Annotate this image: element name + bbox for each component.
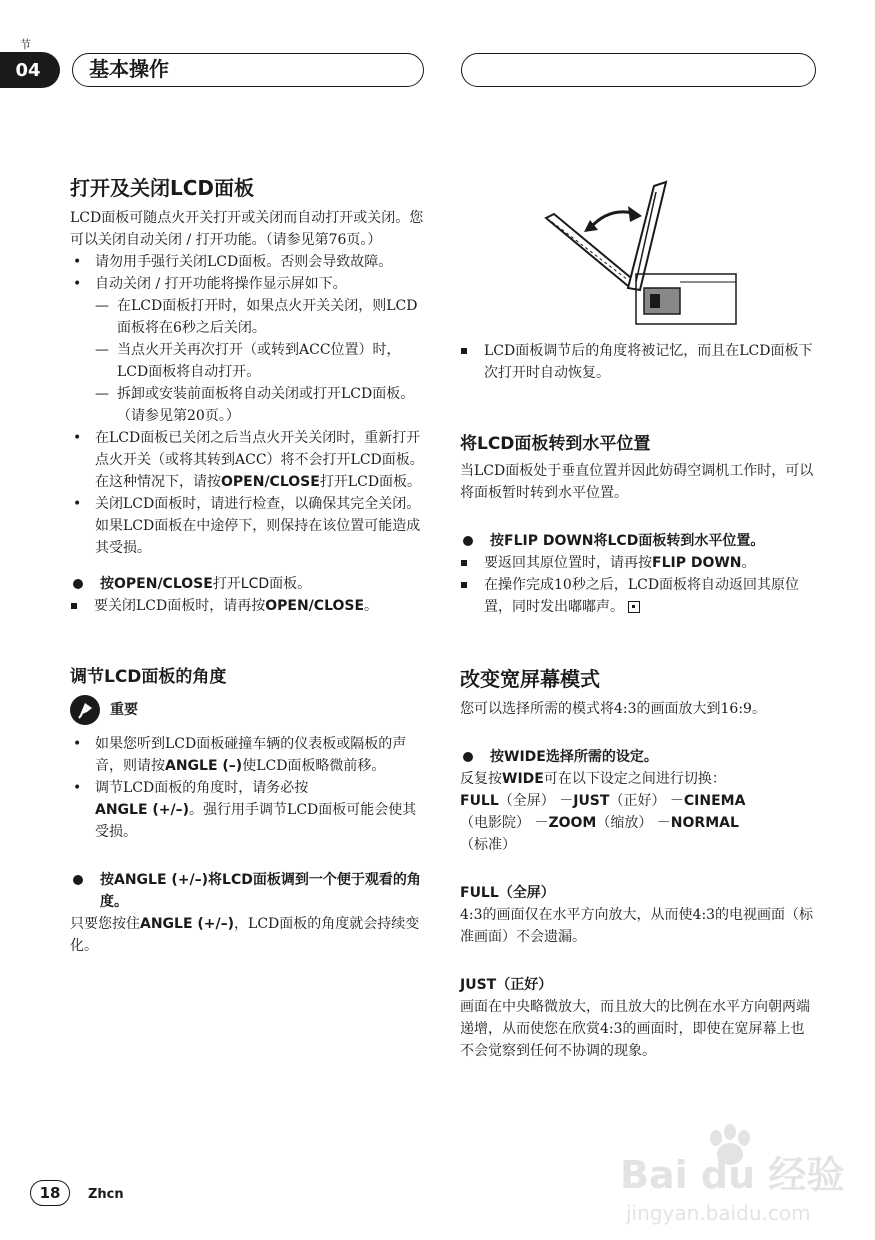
note-auto-return: [460, 574, 816, 618]
section-title: 基本操作: [72, 53, 424, 87]
step-text: 打开LCD面板。: [212, 576, 312, 592]
important-list: [70, 733, 426, 843]
heading-adjust-angle: 调节LCD面板的角度: [70, 667, 227, 687]
step-flip-down: [460, 530, 816, 552]
language-code: Zhcn: [88, 1187, 124, 1202]
heading-flip-down: 将LCD面板转到水平位置: [460, 434, 651, 454]
list-item: [70, 427, 426, 493]
mode-label: FULL: [460, 793, 499, 809]
end-mark-icon: [628, 601, 640, 613]
key-label: ANGLE (+/–): [114, 872, 209, 888]
list-item-text: 打开LCD面板。: [319, 474, 422, 490]
note-text: 。: [741, 555, 756, 571]
key-label: OPEN/CLOSE: [114, 576, 213, 592]
step-text: 按: [100, 576, 114, 592]
list-item-text: 。强行用手调节LCD面板可能会使其受损。: [95, 802, 417, 840]
step-text: 将LCD面板调到一个便于观看的角度。: [100, 872, 421, 910]
list-item-text: 关闭LCD面板时，请进行检查，以确保其完全关闭。如果LCD面板在中途停下，则保持在该位置可能造成其受损。: [95, 496, 421, 556]
note-text: 要关闭LCD面板时，请再按: [94, 598, 266, 614]
caution-list: [70, 251, 426, 559]
mode-label: JUST: [573, 793, 610, 809]
list-item-text: 调节LCD面板的角度时，请务必按: [95, 780, 309, 796]
step-wide: [460, 746, 816, 768]
list-item: [70, 493, 426, 559]
step-text: 按: [490, 749, 504, 765]
step-text: 按: [490, 533, 504, 549]
intro-flip-down: 当LCD面板处于垂直位置并因此妨碍空调机工作时，可以将面板暂时转到水平位置。: [460, 463, 814, 501]
step-text: 将LCD面板转到水平位置。: [593, 533, 765, 549]
key-label: WIDE: [502, 771, 544, 787]
mode-zh: （标准）: [460, 837, 516, 853]
just-mode-heading: JUST（正好）: [460, 977, 553, 993]
key-label: FLIP DOWN: [504, 533, 594, 549]
key-label: WIDE: [504, 749, 546, 765]
body-text: ，LCD面板的角度就会持续变化。: [70, 916, 420, 954]
body-text: 可在以下设定之间进行切换：: [543, 771, 726, 787]
header-empty-pill: [461, 53, 816, 87]
sub-list: [95, 295, 426, 427]
key-label: ANGLE (+/–): [140, 916, 235, 932]
note-close-panel: [70, 595, 426, 617]
mode-label: ZOOM: [548, 815, 597, 831]
list-item: [70, 777, 426, 843]
key-label: FLIP DOWN: [652, 555, 742, 571]
list-item: [70, 733, 426, 777]
body-text: 只要您按住: [70, 916, 140, 932]
watermark-line1: Bai du 经验: [620, 1153, 845, 1197]
right-column: [460, 340, 816, 1062]
angle-body: [70, 913, 426, 957]
step-angle: [70, 869, 426, 913]
lcd-panel-angle-illustration: [540, 178, 740, 328]
section-number-badge: 04: [0, 52, 60, 88]
sub-list-item: — 拆卸或安装前面板将自动关闭或打开LCD面板。（请参见第20页。）: [95, 383, 426, 427]
note-square-icon: [461, 560, 467, 566]
step-open-close: [70, 573, 426, 595]
mode-separator: －: [530, 815, 549, 831]
step-bullet-icon: [73, 875, 83, 885]
mode-zh: （电影院）: [460, 815, 530, 831]
left-column: [70, 175, 426, 957]
mode-zh: （全屏）: [498, 793, 555, 809]
watermark-line2: jingyan.baidu.com: [626, 1201, 811, 1225]
section-tag: 节: [20, 38, 31, 51]
step-bullet-icon: [463, 752, 473, 762]
mode-separator: －: [554, 793, 574, 809]
note-text: 在操作完成10秒之后，LCD面板将自动返回其原位置，同时发出嘟嘟声。: [484, 577, 800, 615]
list-item-text: 使LCD面板略微前移。: [242, 758, 386, 774]
mode-label: CINEMA: [683, 793, 746, 809]
important-icon: [70, 695, 100, 725]
important-label: 重要: [110, 702, 138, 718]
list-item: [70, 273, 426, 427]
step-text: 选择所需的设定。: [545, 749, 658, 765]
list-item-text: 请勿用手强行关闭LCD面板。否则会导致故障。: [95, 254, 393, 270]
key-label: ANGLE (–): [165, 758, 243, 774]
heading-open-close-lcd: 打开及关闭LCD面板: [70, 176, 255, 200]
note-memory: [460, 340, 816, 384]
note-square-icon: [461, 348, 467, 354]
sub-list-item: — 当点火开关再次打开（或转到ACC位置）时，LCD面板将自动打开。: [95, 339, 426, 383]
wide-cycle: [460, 768, 816, 856]
important-notice: [70, 695, 426, 725]
mode-label: NORMAL: [670, 815, 739, 831]
mode-separator: －: [652, 815, 671, 831]
intro-open-close: LCD面板可随点火开关打开或关闭而自动打开或关闭。您可以关闭自动关闭 / 打开功能。（请参见第76页。）: [70, 210, 424, 248]
list-item-text: 在LCD面板已关闭之后当点火开关关闭时，重新打开点火开关（或将其转到ACC）将不会打开LCD面板。在这种情况下，请按: [95, 430, 424, 490]
list-item-text: 自动关闭 / 打开功能将操作显示屏如下。: [95, 276, 347, 292]
heading-wide-mode: 改变宽屏幕模式: [460, 667, 600, 691]
full-mode-body: 4:3的画面仅在水平方向放大，从而使4:3的电视画面（标准画面）不会遗漏。: [460, 907, 814, 945]
note-text: LCD面板调节后的角度将被记忆，而且在LCD面板下次打开时自动恢复。: [484, 343, 813, 381]
step-bullet-icon: [73, 579, 83, 589]
list-item: [70, 251, 426, 273]
body-text: 反复按: [460, 771, 502, 787]
step-bullet-icon: [463, 536, 473, 546]
page-number: 18: [30, 1180, 70, 1206]
list-item-text: 如果您听到LCD面板碰撞车辆的仪表板或隔板的声音，则请按: [95, 736, 407, 774]
step-text: 按: [100, 872, 114, 888]
mode-zh: （缩放）: [596, 815, 653, 831]
baidu-watermark: [620, 1120, 850, 1230]
note-text: 要返回其原位置时，请再按: [484, 555, 652, 571]
key-label: OPEN/CLOSE: [265, 598, 365, 614]
key-label: ANGLE (+/–): [95, 802, 190, 818]
note-square-icon: [71, 603, 77, 609]
sub-list-item: — 在LCD面板打开时，如果点火开关关闭，则LCD面板将在6秒之后关闭。: [95, 295, 426, 339]
note-return: [460, 552, 816, 574]
full-mode-heading: FULL（全屏）: [460, 885, 555, 901]
note-square-icon: [461, 582, 467, 588]
just-mode-body: 画面在中央略微放大，而且放大的比例在水平方向朝两端递增，从而使您在欣赏4:3的画面时，即使在宽屏幕上也不会觉察到任何不协调的现象。: [460, 999, 810, 1059]
note-text: 。: [364, 598, 379, 614]
intro-wide-mode: 您可以选择所需的模式将4:3的画面放大到16:9。: [460, 701, 766, 717]
mode-zh: （正好）: [609, 793, 666, 809]
mode-separator: －: [665, 793, 684, 809]
key-label: OPEN/CLOSE: [221, 474, 320, 490]
